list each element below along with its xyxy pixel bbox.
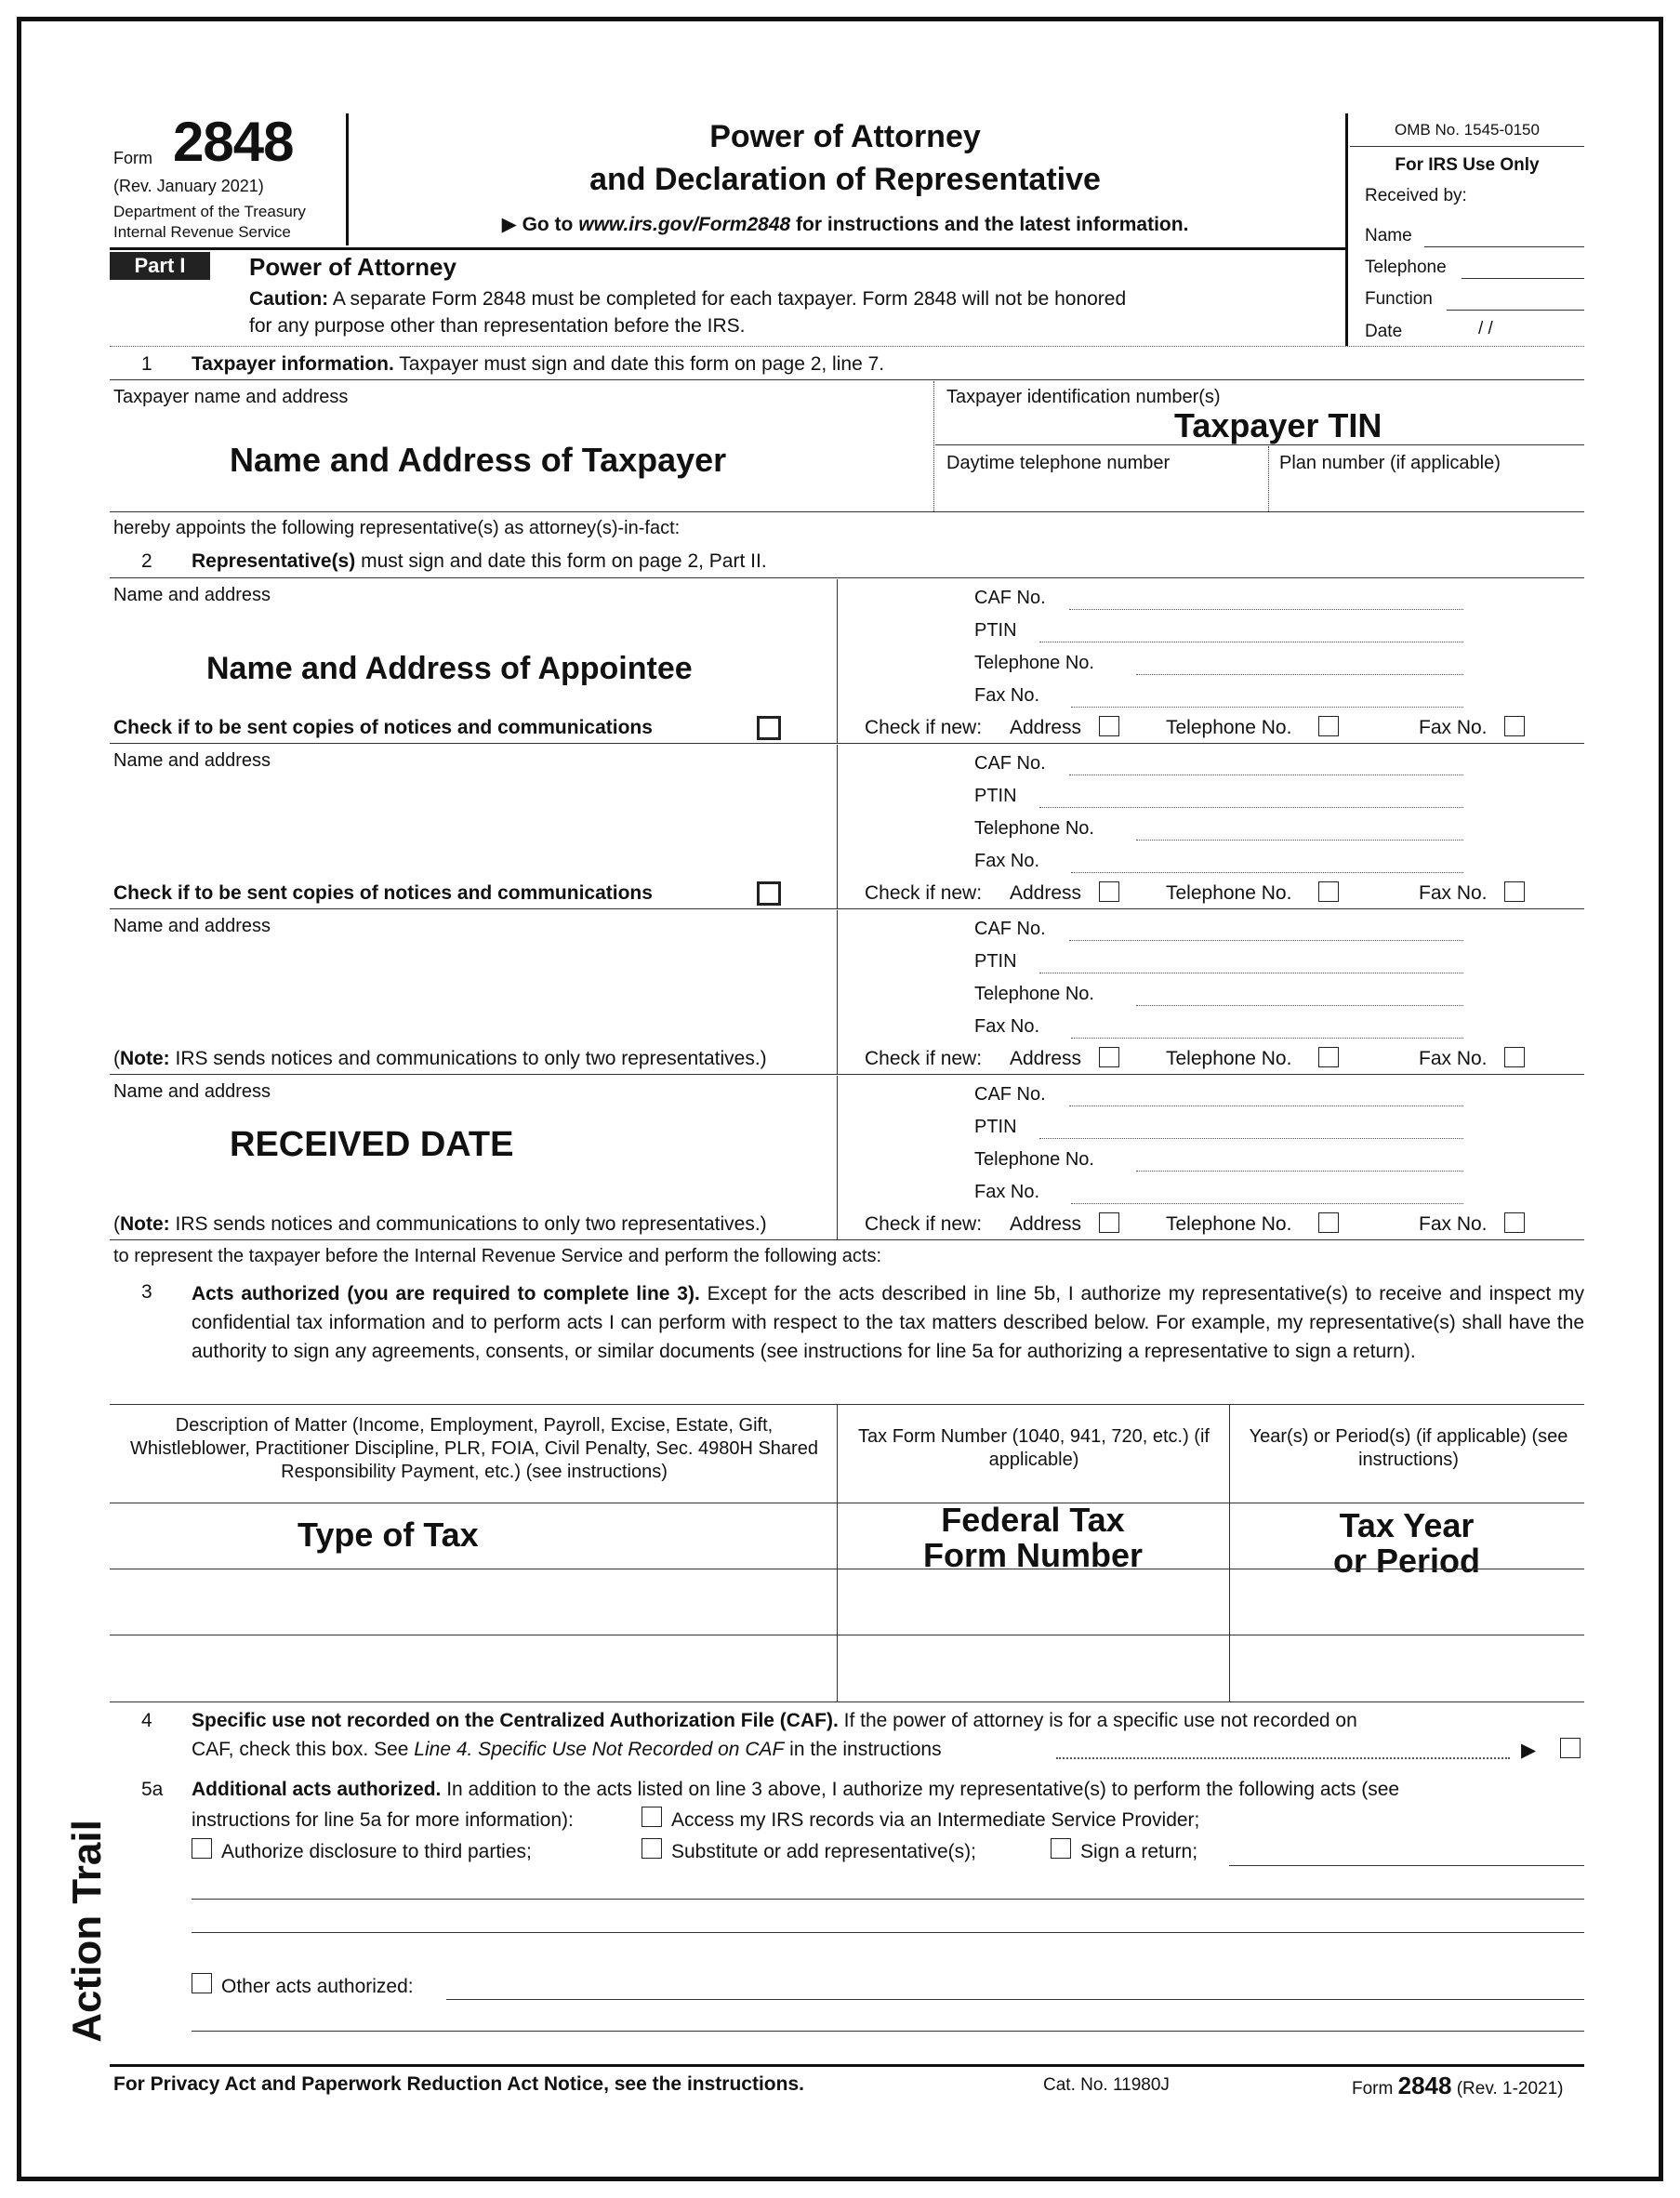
rep4-fax-field[interactable] <box>1071 1203 1463 1204</box>
part-title: Power of Attorney <box>249 253 456 281</box>
rep3-rule <box>110 1074 1584 1075</box>
rep1-rule <box>110 743 1584 744</box>
irs-name-label: Name <box>1365 226 1412 245</box>
rep2-telephone-label: Telephone No. <box>974 818 1094 839</box>
rep3-telephone-label: Telephone No. <box>974 984 1094 1004</box>
rep1-address-checkbox[interactable] <box>1099 716 1119 736</box>
rep4-address-checkbox[interactable] <box>1099 1212 1119 1233</box>
line4-text-2-post: in the instructions <box>789 1739 942 1760</box>
rep3-caf-field[interactable] <box>1069 940 1463 941</box>
rep4-telephone-checkbox[interactable] <box>1318 1212 1339 1233</box>
rep4-received-date[interactable]: RECEIVED DATE <box>230 1125 514 1164</box>
rep3-note-text: IRS sends notices and communications to only two representatives.) <box>175 1048 767 1069</box>
taxpayer-name-label: Taxpayer name and address <box>113 387 349 407</box>
rep4-note-open: ( <box>113 1213 120 1235</box>
line5a-bold: Additional acts authorized. <box>192 1779 442 1800</box>
rep1-fax-chk-label: Fax No. <box>1419 717 1488 738</box>
goto-instructions <box>346 213 1344 236</box>
omb-number: OMB No. 1545-0150 <box>1395 121 1540 139</box>
form-title-2: and Declaration of Representative <box>589 162 1101 197</box>
rep4-divider <box>837 1076 838 1239</box>
rep2-caf-label: CAF No. <box>974 753 1046 774</box>
row1-tax-year-line1: Tax Year <box>1339 1506 1475 1544</box>
privacy-notice: For Privacy Act and Paperwork Reduction Act Notice, see the instructions. <box>113 2073 804 2095</box>
line4-line-2 <box>192 1739 942 1761</box>
rep1-fax-label: Fax No. <box>974 685 1040 706</box>
sign-return-field[interactable] <box>1229 1865 1584 1866</box>
rep1-ptin-label: PTIN <box>974 620 1017 641</box>
to-represent-text: to represent the taxpayer before the Internal Revenue Service and perform the following acts: <box>113 1246 882 1266</box>
header-divider-right <box>1345 113 1348 346</box>
line4-arrow: ▶ <box>1521 1740 1537 1761</box>
footer-revision: (Rev. 1-2021) <box>1456 2079 1564 2099</box>
rep2-divider <box>837 745 838 908</box>
rep3-name-label: Name and address <box>113 916 271 936</box>
line2-bold: Representative(s) <box>192 550 356 572</box>
line3-bold: Acts authorized (you are required to complete line 3). <box>192 1283 700 1304</box>
line5a-line-1 <box>192 1779 1399 1801</box>
sign-return-label: Sign a return; <box>1080 1841 1198 1862</box>
line4-checkbox[interactable] <box>1560 1738 1581 1758</box>
caution-line-2: for any purpose other than representation before the IRS. <box>249 315 746 337</box>
other-acts-checkbox[interactable] <box>192 1973 212 1993</box>
caution-text-1: A separate Form 2848 must be completed for each taxpayer. Form 2848 will not be honored <box>332 288 1127 310</box>
rep4-name-label: Name and address <box>113 1081 271 1102</box>
footer-form-word: Form <box>1352 2079 1394 2099</box>
rep3-fax-field[interactable] <box>1071 1038 1463 1039</box>
rep1-name-address[interactable]: Name and Address of Appointee <box>206 651 693 686</box>
irs-function-field[interactable] <box>1447 310 1584 311</box>
rep1-divider <box>837 579 838 743</box>
col-year-header: Year(s) or Period(s) (if applicable) (see instructions) <box>1249 1426 1568 1470</box>
appoints-text: hereby appoints the following representative(s) as attorney(s)-in-fact: <box>113 518 681 538</box>
line1-text: Taxpayer must sign and date this form on page 2, line 7. <box>399 353 885 375</box>
irs-telephone-label: Telephone <box>1365 258 1447 277</box>
rep2-rule <box>110 908 1584 909</box>
rep4-telephone-field[interactable] <box>1136 1171 1463 1172</box>
line3-number: 3 <box>141 1281 152 1303</box>
row1-form-number-line2: Form Number <box>922 1536 1144 1574</box>
line2-text: must sign and date this form on page 2, Part II. <box>361 550 767 572</box>
part-badge: Part I <box>110 252 210 280</box>
irs-telephone-field[interactable] <box>1462 278 1584 279</box>
rep4-ptin-field[interactable] <box>1039 1138 1463 1139</box>
footer-form-number: 2848 <box>1397 2072 1452 2099</box>
phone-plan-divider <box>1268 446 1269 511</box>
line4-bold: Specific use not recorded on the Centralized Authorization File (CAF). <box>192 1710 839 1731</box>
rep4-telephone-label: Telephone No. <box>974 1149 1094 1170</box>
line4-leader-dots <box>1056 1757 1510 1759</box>
rep3-note-bold: Note: <box>120 1048 170 1069</box>
taxpayer-divider <box>933 381 934 511</box>
additional-acts-line-2[interactable] <box>192 1932 1584 1933</box>
rep1-caf-field[interactable] <box>1069 609 1463 610</box>
form-word: Form <box>113 149 152 167</box>
rep3-telephone-checkbox[interactable] <box>1318 1047 1339 1067</box>
rep1-telephone-label: Telephone No. <box>974 653 1094 673</box>
goto-prefix: ▶ Go to <box>501 214 574 235</box>
other-acts-line-2[interactable] <box>192 2031 1584 2032</box>
rep3-telephone-field[interactable] <box>1136 1005 1463 1006</box>
caution-line-1 <box>249 288 1126 311</box>
rep2-ptin-field[interactable] <box>1039 807 1463 808</box>
isp-label: Access my IRS records via an Intermediate Service Provider; <box>671 1809 1200 1831</box>
col-form-number-header: Tax Form Number (1040, 941, 720, etc.) (if applicable) <box>858 1426 1210 1470</box>
rep4-telephone-chk-label: Telephone No. <box>1166 1213 1292 1235</box>
rep2-address-label: Address <box>1010 882 1082 904</box>
taxpayer-name-address[interactable]: Name and Address of Taxpayer <box>230 441 727 479</box>
catalog-number: Cat. No. 11980J <box>1043 2075 1170 2095</box>
rep3-address-checkbox[interactable] <box>1099 1047 1119 1067</box>
part-rule <box>110 346 1584 347</box>
irs-name-field[interactable] <box>1424 246 1584 247</box>
irs-date-label: Date <box>1365 322 1403 341</box>
line5a-text-1: In addition to the acts listed on line 3 above, I authorize my representative(s) to perform the following acts (see <box>446 1779 1400 1800</box>
plan-number-label: Plan number (if applicable) <box>1279 453 1501 473</box>
line4-number: 4 <box>141 1710 152 1731</box>
rep4-note-bold: Note: <box>120 1213 170 1235</box>
rep2-fax-field[interactable] <box>1071 872 1463 873</box>
rep2-name-label: Name and address <box>113 750 271 771</box>
row1-type-of-tax[interactable]: Type of Tax <box>298 1516 479 1554</box>
rep2-ptin-label: PTIN <box>974 786 1017 806</box>
line1-bottom-rule <box>110 511 1584 512</box>
line4-text-2-italic: Line 4. Specific Use Not Recorded on CAF <box>414 1739 785 1760</box>
footer-form-id <box>1352 2072 1564 2100</box>
rep4-fax-chk-label: Fax No. <box>1419 1213 1488 1235</box>
line1-rule <box>110 379 1584 380</box>
rep3-address-label: Address <box>1010 1048 1082 1069</box>
tin-rule <box>935 444 1584 445</box>
rep1-fax-checkbox[interactable] <box>1504 716 1525 736</box>
other-acts-label: Other acts authorized: <box>221 1976 414 1997</box>
action-trail-stamp: Action Trail <box>64 1820 110 2043</box>
line3-text: Except for the acts described in line 5b, I authorize my representative(s) to receive and inspect my confidential tax information and to perform acts I can perform with respect to the tax matters described below. For example, my representative(s) shall have the authority to sign any agreements, consents, or similar documents (see instructions for line 5a for authorizing a representative to sign a return). <box>192 1283 1584 1362</box>
line3-table-bottom <box>110 1701 1584 1702</box>
rep4-note-text: IRS sends notices and communications to only two representatives.) <box>175 1213 767 1235</box>
rep4-fax-label: Fax No. <box>974 1182 1040 1202</box>
irs-use-only: For IRS Use Only <box>1395 155 1540 175</box>
rep4-caf-label: CAF No. <box>974 1084 1046 1105</box>
line3-table-top <box>110 1404 1584 1405</box>
rep1-name-label: Name and address <box>113 585 271 605</box>
line5a-text-2: instructions for line 5a for more information): <box>192 1809 574 1831</box>
department: Department of the Treasury <box>113 203 306 220</box>
sign-return-checkbox[interactable] <box>1051 1838 1071 1859</box>
rep3-note-open: ( <box>113 1048 120 1069</box>
line4-line-1 <box>192 1710 1357 1732</box>
rep1-address-label: Address <box>1010 717 1082 738</box>
irs-function-label: Function <box>1365 289 1433 309</box>
rep2-fax-label: Fax No. <box>974 851 1040 871</box>
rep2-telephone-chk-label: Telephone No. <box>1166 882 1292 904</box>
rep2-fax-checkbox[interactable] <box>1504 881 1525 902</box>
rep4-note <box>113 1213 767 1236</box>
received-by: Received by: <box>1365 186 1467 205</box>
additional-acts-line-1[interactable] <box>192 1899 1584 1900</box>
rep3-fax-checkbox[interactable] <box>1504 1047 1525 1067</box>
footer-rule <box>110 2064 1584 2067</box>
rep1-fax-field[interactable] <box>1071 707 1463 708</box>
line4-text-1: If the power of attorney is for a specific use not recorded on <box>843 1710 1357 1731</box>
irs-date-field[interactable]: / / <box>1478 319 1493 338</box>
goto-url[interactable]: www.irs.gov/Form2848 <box>578 214 791 235</box>
isp-checkbox[interactable] <box>642 1807 662 1827</box>
form-title-1: Power of Attorney <box>709 119 981 154</box>
rep1-copies-checkbox[interactable] <box>757 716 781 740</box>
rep2-telephone-field[interactable] <box>1136 840 1463 841</box>
rep3-telephone-chk-label: Telephone No. <box>1166 1048 1292 1069</box>
line2-heading <box>192 550 767 573</box>
line1-number: 1 <box>141 353 152 375</box>
rep3-ptin-label: PTIN <box>974 951 1017 972</box>
rep3-divider <box>837 910 838 1074</box>
other-acts-field[interactable] <box>446 1999 1584 2000</box>
line4-text-2-pre: CAF, check this box. See <box>192 1739 409 1760</box>
line3-paragraph <box>192 1279 1584 1366</box>
rep3-fax-chk-label: Fax No. <box>1419 1048 1488 1069</box>
rep2-copies-label: Check if to be sent copies of notices and communications <box>113 882 653 904</box>
line1-bold: Taxpayer information. <box>192 353 394 375</box>
tin-label: Taxpayer identification number(s) <box>946 387 1221 407</box>
rep1-caf-label: CAF No. <box>974 588 1046 608</box>
rep4-rule <box>110 1239 1584 1240</box>
row1-tax-year-line2: or Period <box>1332 1542 1481 1580</box>
goto-suffix: for instructions and the latest information. <box>796 214 1189 235</box>
rep4-address-label: Address <box>1010 1213 1082 1235</box>
rep1-telephone-field[interactable] <box>1136 674 1463 675</box>
rep2-copies-checkbox[interactable] <box>757 881 781 906</box>
rep2-address-checkbox[interactable] <box>1099 881 1119 902</box>
disclosure-checkbox[interactable] <box>192 1838 212 1859</box>
rep3-note <box>113 1048 767 1070</box>
rep1-copies-label: Check if to be sent copies of notices and communications <box>113 717 653 738</box>
line2-rule <box>110 577 1584 578</box>
caution-label: Caution: <box>249 288 329 310</box>
substitute-label: Substitute or add representative(s); <box>671 1841 977 1862</box>
rep4-fax-checkbox[interactable] <box>1504 1212 1525 1233</box>
rep2-telephone-checkbox[interactable] <box>1318 881 1339 902</box>
rep3-check-new-label: Check if new: <box>865 1048 983 1069</box>
disclosure-label: Authorize disclosure to third parties; <box>221 1841 532 1862</box>
line1-heading <box>192 353 884 376</box>
form-number: 2848 <box>173 111 294 173</box>
col-matter-header: Description of Matter (Income, Employment, Payroll, Excise, Estate, Gift, Whistleblower, Practitioner Discipline, PLR, FOIA, Civil Penalty, Sec. 4980H Shared Responsibility Payment, etc.) (see instructions) <box>130 1415 818 1482</box>
rep2-check-new-label: Check if new: <box>865 882 983 904</box>
substitute-checkbox[interactable] <box>642 1838 662 1859</box>
rep4-ptin-label: PTIN <box>974 1117 1017 1137</box>
irs-label: Internal Revenue Service <box>113 223 291 241</box>
row1-form-number-line1: Federal Tax <box>941 1501 1125 1539</box>
daytime-phone-label: Daytime telephone number <box>946 453 1171 473</box>
rep3-fax-label: Fax No. <box>974 1016 1040 1037</box>
line2-number: 2 <box>141 550 152 572</box>
row1-form-number[interactable] <box>837 1503 1229 1573</box>
revision: (Rev. January 2021) <box>113 177 264 195</box>
rep1-telephone-chk-label: Telephone No. <box>1166 717 1292 738</box>
rep3-caf-label: CAF No. <box>974 919 1046 939</box>
rep1-telephone-checkbox[interactable] <box>1318 716 1339 736</box>
rep4-check-new-label: Check if new: <box>865 1213 983 1235</box>
header-bottom-rule <box>110 247 1345 250</box>
rep2-fax-chk-label: Fax No. <box>1419 882 1488 904</box>
line5a-number: 5a <box>141 1779 164 1800</box>
taxpayer-tin[interactable]: Taxpayer TIN <box>1174 406 1382 444</box>
omb-rule <box>1350 146 1584 147</box>
rep1-check-new-label: Check if new: <box>865 717 983 738</box>
